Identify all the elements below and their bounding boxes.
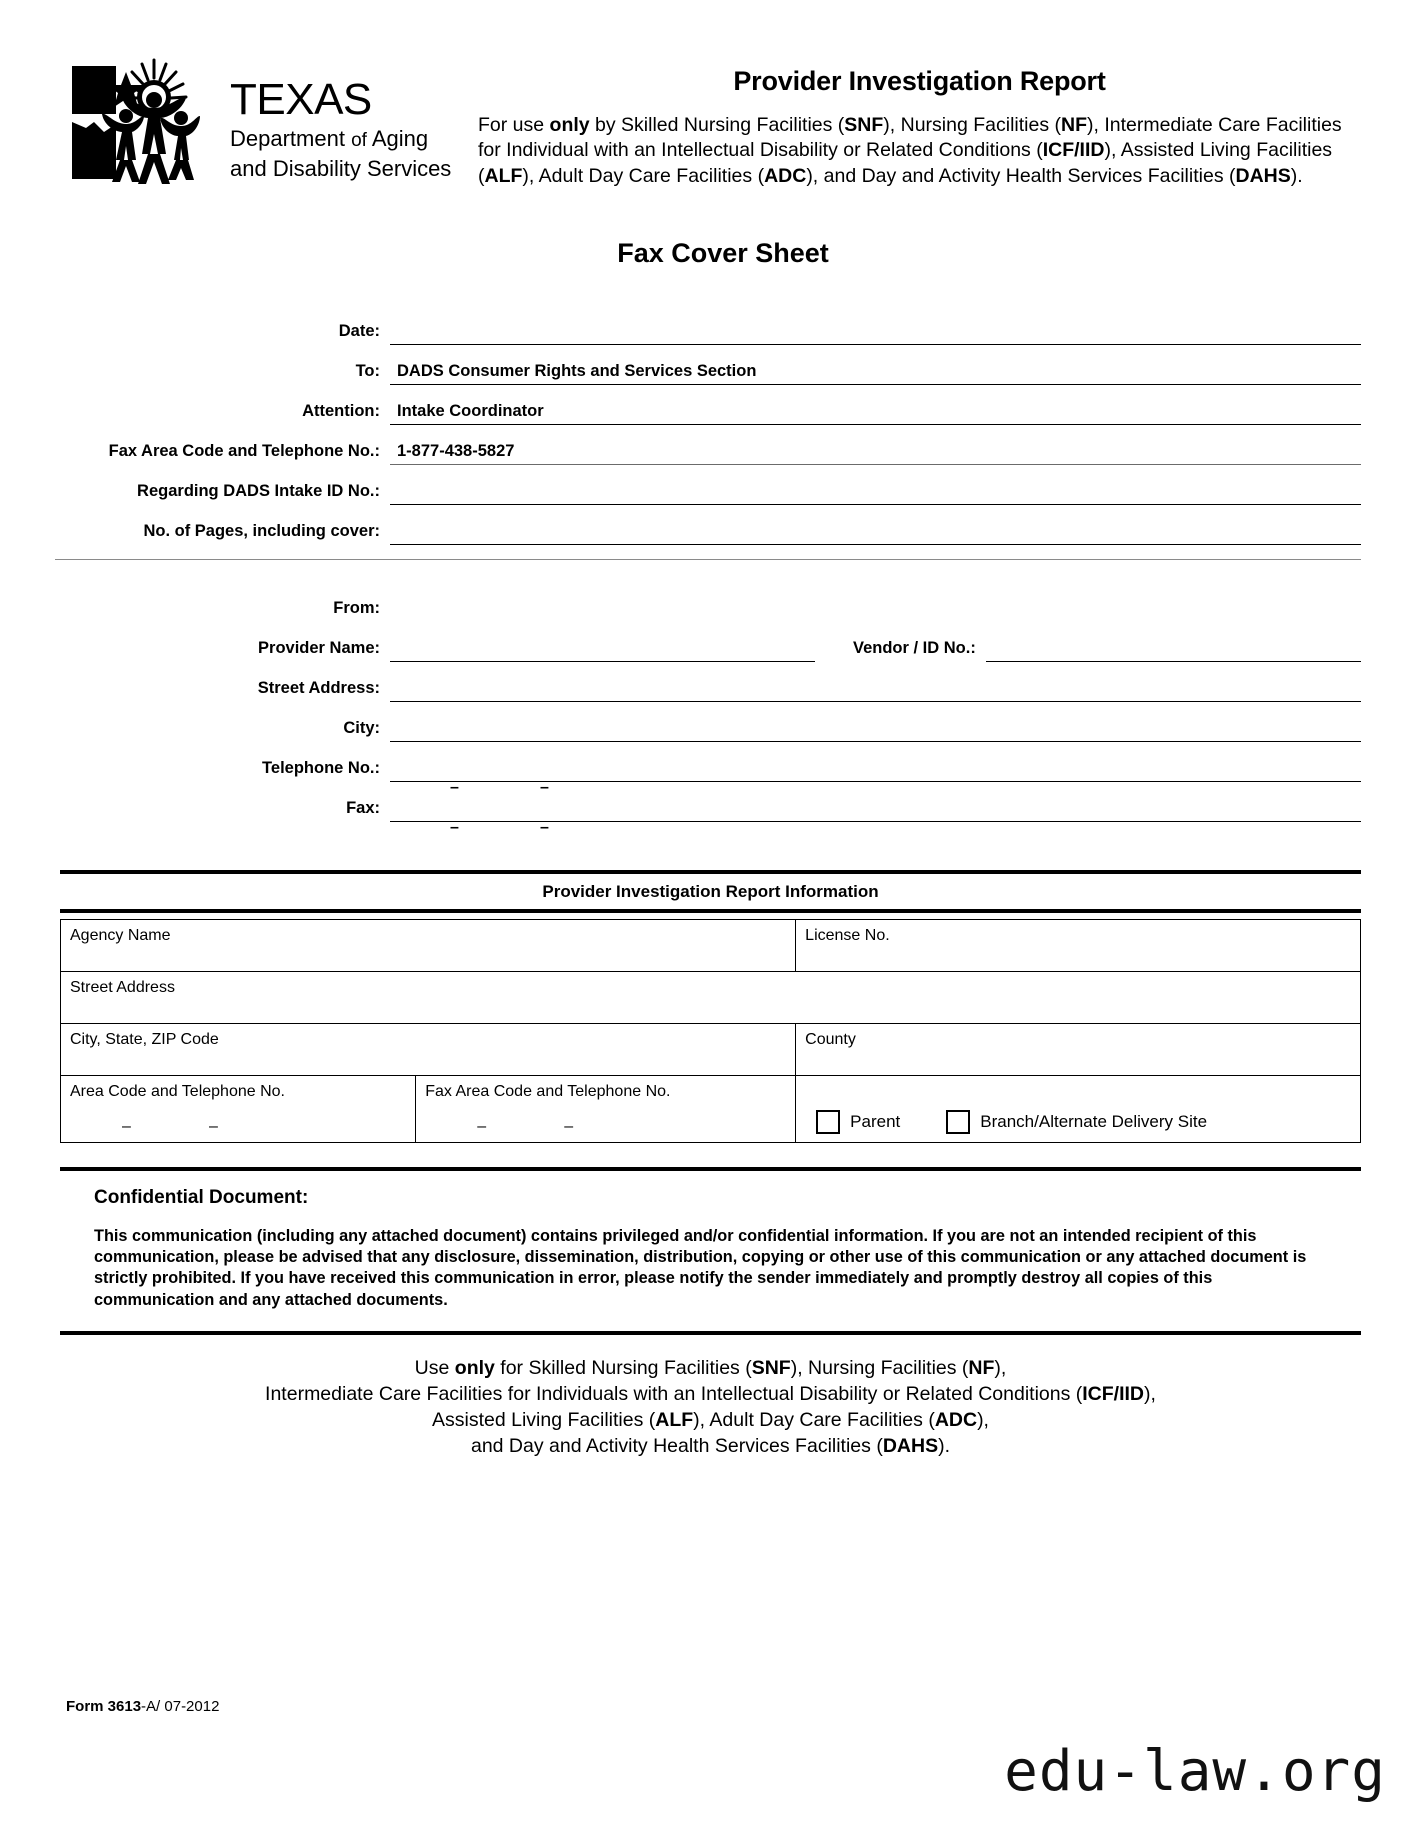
area-code-phone-cell[interactable] <box>61 1076 416 1143</box>
fax-cover-sheet-title: Fax Cover Sheet <box>617 238 829 268</box>
field-row-to <box>60 345 1361 385</box>
attention-value: Intake Coordinator <box>397 402 544 420</box>
telephone-dash-2: – <box>540 779 549 796</box>
area-phone-dash-2: – <box>209 1118 218 1135</box>
parent-checkbox-label: Parent <box>850 1112 901 1131</box>
header-text-block <box>468 48 1361 189</box>
top-fields-block <box>0 305 1416 545</box>
agency-name-label: Agency Name <box>70 927 171 944</box>
field-row-provider-name <box>60 622 1361 662</box>
license-no-cell[interactable] <box>796 920 1361 972</box>
from-label: From: <box>333 599 380 617</box>
branch-checkbox-label: Branch/Alternate Delivery Site <box>980 1112 1208 1131</box>
section-divider <box>55 559 1361 560</box>
city-state-zip-cell[interactable] <box>61 1024 796 1076</box>
area-code-phone-label: Area Code and Telephone No. <box>70 1083 285 1100</box>
table-street-address-label: Street Address <box>70 979 175 996</box>
street-address-input[interactable] <box>390 676 1361 702</box>
fax-dash-2: – <box>540 819 549 836</box>
to-value: DADS Consumer Rights and Services Section <box>397 362 757 380</box>
confidential-body <box>60 1171 1361 1317</box>
to-input[interactable] <box>390 359 1361 385</box>
pages-label: No. of Pages, including cover: <box>143 522 380 540</box>
vendor-id-input[interactable] <box>986 636 1361 662</box>
intake-id-input[interactable] <box>390 479 1361 505</box>
city-label: City: <box>343 719 380 737</box>
table-row <box>61 1024 1361 1076</box>
parent-checkbox-item[interactable] <box>816 1110 900 1134</box>
fax-label: Fax: <box>346 799 380 817</box>
form-id-revision: -A/ 07-2012 <box>141 1698 220 1715</box>
field-row-fax <box>60 782 1361 836</box>
attention-input[interactable] <box>390 399 1361 425</box>
logo-department-word: Department <box>230 126 345 151</box>
telephone-dash-1: – <box>450 779 459 796</box>
header-intro-text: For use only by Skilled Nursing Facilities (SNF), Nursing Facilities (NF), Intermediate Care Facilities for Individual with an Intellectual Disability or Related Conditions (ICF/IID), Assisted Living Facilities (ALF), Adult Day Care Facilities (ADC), and Day and Activity Health Services Facilities (DAHS). <box>478 114 1342 187</box>
fax-phone-dash-2: – <box>564 1118 574 1135</box>
field-row-fax-phone <box>60 425 1361 465</box>
confidential-title: Confidential Document: <box>94 1187 309 1208</box>
from-fields-block <box>0 582 1416 836</box>
provider-name-label: Provider Name: <box>258 639 380 657</box>
attention-label: Attention: <box>302 402 380 420</box>
texas-dads-logo-icon <box>68 54 228 194</box>
page-header <box>0 0 1416 194</box>
provider-name-input[interactable] <box>390 636 815 662</box>
vendor-id-label: Vendor / ID No.: <box>853 639 976 657</box>
street-address-cell[interactable] <box>61 972 1361 1024</box>
confidential-text: This communication (including any attached document) contains privileged and/or confidential information. If you are not an intended recipient of this communication, please be advised that any disclosure, dissemination, distribution, copying or other use of this communication or any attached document is strictly prohibited. If you have received this communication in error, please notify the sender immediately and promptly destroy all copies of this communication and any attached documents. <box>94 1227 1307 1309</box>
page-title: Provider Investigation Report <box>733 66 1106 96</box>
fax-input[interactable] <box>390 796 1361 836</box>
field-row-intake-id <box>60 465 1361 505</box>
report-info-section <box>60 870 1361 1143</box>
facility-type-cell <box>796 1076 1361 1143</box>
area-phone-dash-1: – <box>122 1118 131 1135</box>
watermark: edu-law.org <box>1004 1739 1386 1804</box>
fax-dash-1: – <box>450 819 459 836</box>
date-label: Date: <box>338 322 380 340</box>
area-code-phone-dashes <box>70 1118 406 1136</box>
form-id <box>66 1698 219 1715</box>
field-row-pages <box>60 505 1361 545</box>
street-address-label: Street Address: <box>257 679 380 697</box>
intake-id-label: Regarding DADS Intake ID No.: <box>137 482 380 500</box>
branch-checkbox-item[interactable] <box>946 1110 1207 1134</box>
table-row <box>61 920 1361 972</box>
from-spacer <box>390 596 1361 622</box>
footer-use-section <box>60 1331 1361 1460</box>
logo-dept-line2: and Disability Services <box>230 156 452 182</box>
fax-area-code-phone-dashes <box>425 1118 786 1136</box>
telephone-input[interactable] <box>390 756 1361 796</box>
city-input[interactable] <box>390 716 1361 742</box>
facility-type-checkboxes <box>796 1076 1360 1142</box>
license-no-label: License No. <box>805 927 890 944</box>
field-row-telephone <box>60 742 1361 796</box>
agency-logo <box>68 48 468 194</box>
date-input[interactable] <box>390 319 1361 345</box>
fax-area-code-phone-cell[interactable] <box>416 1076 796 1143</box>
field-row-date <box>60 305 1361 345</box>
telephone-label: Telephone No.: <box>262 759 380 777</box>
field-row-from <box>60 582 1361 622</box>
fax-area-code-phone-label: Fax Area Code and Telephone No. <box>425 1083 671 1100</box>
report-info-table <box>60 919 1361 1143</box>
county-label: County <box>805 1031 856 1048</box>
logo-dept-line1 <box>230 126 451 152</box>
logo-wordmark <box>228 54 451 182</box>
field-row-attention <box>60 385 1361 425</box>
branch-checkbox[interactable] <box>946 1110 970 1134</box>
confidential-section <box>60 1167 1361 1317</box>
logo-of-word: of <box>351 130 367 151</box>
city-state-zip-label: City, State, ZIP Code <box>70 1031 219 1048</box>
fax-area-code-input[interactable] <box>390 439 1361 465</box>
county-cell[interactable] <box>796 1024 1361 1076</box>
form-id-number: Form 3613 <box>66 1698 142 1715</box>
logo-texas-text: TEXAS <box>230 75 372 124</box>
agency-name-cell[interactable] <box>61 920 796 972</box>
fax-phone-dash-1: – <box>477 1118 487 1135</box>
report-section-heading: Provider Investigation Report Information <box>542 882 879 901</box>
footer-use-text: Use only for Skilled Nursing Facilities (SNF), Nursing Facilities (NF), Intermediate Care Facilities for Individuals with an Intellectual Disability or Related Conditions (ICF/IID), Assisted Living Facilities (ALF), Adult Day Care Facilities (ADC), and Day and Activity Health Services Facilities (DAHS). <box>265 1356 1156 1458</box>
table-row <box>61 972 1361 1024</box>
logo-aging-word: Aging <box>371 126 429 151</box>
to-label: To: <box>355 362 380 380</box>
parent-checkbox[interactable] <box>816 1110 840 1134</box>
field-row-street-address <box>60 662 1361 702</box>
report-section-bottom-rule <box>60 909 1361 913</box>
pages-input[interactable] <box>390 519 1361 545</box>
fax-area-code-value: 1-877-438-5827 <box>397 442 515 460</box>
table-row <box>61 1076 1361 1143</box>
field-row-city <box>60 702 1361 742</box>
fax-area-code-label: Fax Area Code and Telephone No.: <box>108 442 380 460</box>
